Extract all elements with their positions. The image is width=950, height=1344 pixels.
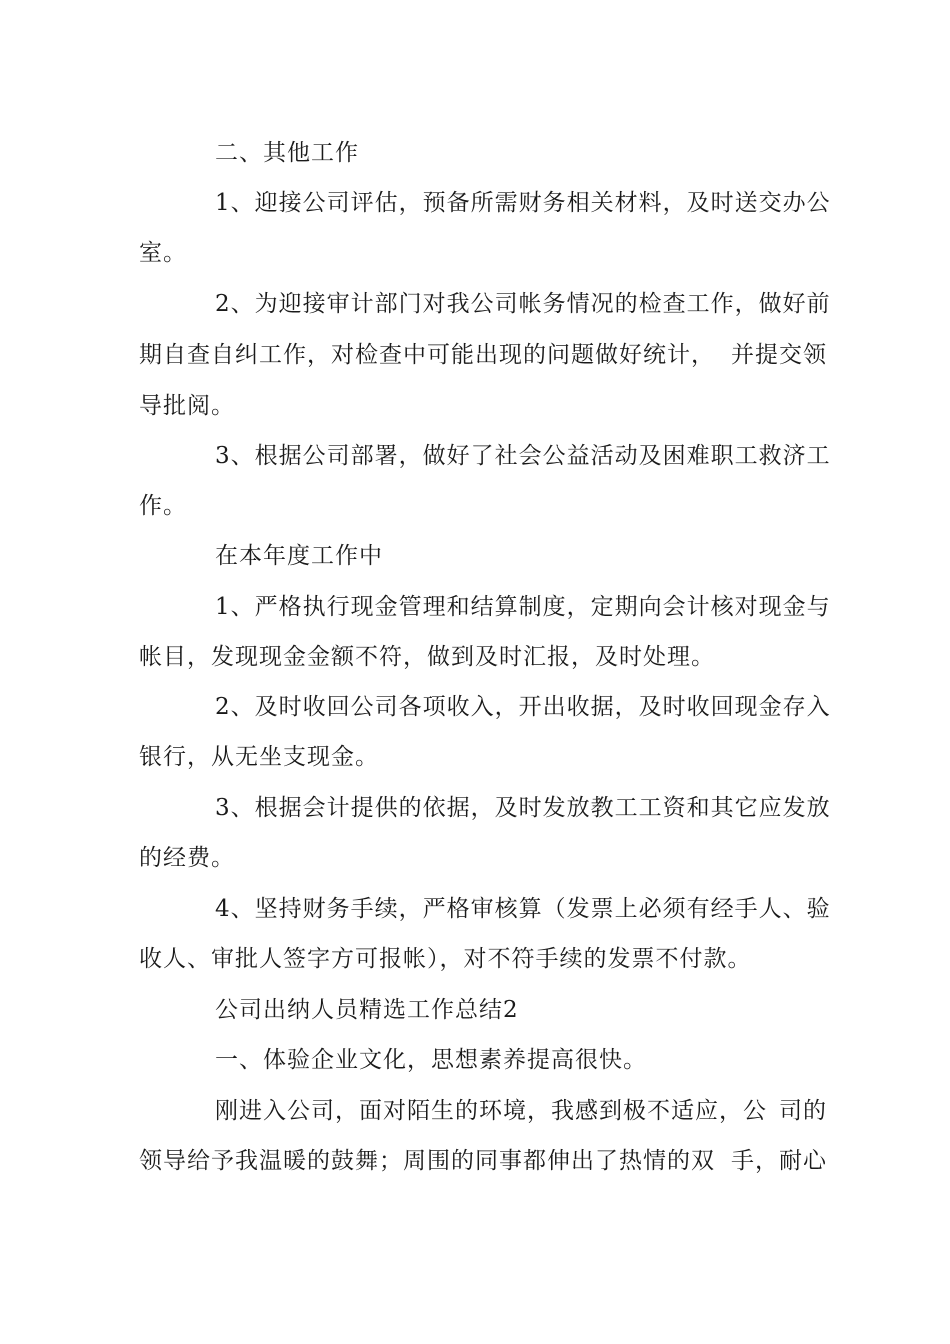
section-heading-this-year: 在本年度工作中 [215,543,383,569]
text-segment: 3、根据会计提供的依据，及时发放教工工资和其它 [215,795,759,821]
text-segment: 应发放 [758,795,831,821]
text-segment: 交办公 [758,190,831,216]
paragraph-line [215,1096,827,1126]
paragraph-line [215,188,831,218]
text-segment: 期自查自纠工作，对检查中可能出现的问题做好统计， [139,342,715,368]
paragraph-line [139,340,827,370]
text-segment: 1、严格执行现金管理和结算制度，定期向会计核对 [215,594,759,620]
paragraph-line [215,793,831,823]
paragraph-line [215,692,831,722]
paragraph-line: 作。 [139,493,187,519]
document-subtitle: 公司出纳人员精选工作总结2 [215,997,519,1023]
text-segment: 刚进入公司，面对陌生的环境，我感到极不适应，公 [215,1098,767,1124]
text-segment: 手，耐心 [731,1148,827,1174]
section-heading-other-work: 二、其他工作 [215,140,359,166]
paragraph-line [215,592,831,622]
paragraph-line: 帐目，发现现金金额不符，做到及时汇报，及时处理。 [139,644,715,670]
text-segment: 救济工 [758,443,831,469]
text-segment: 司的 [779,1098,827,1124]
paragraph-line [215,289,831,319]
paragraph-line: 收人、审批人签字方可报帐），对不符手续的发票不付款。 [139,946,752,972]
text-segment: 并提交领 [731,342,827,368]
paragraph-line: 导批阅。 [139,393,235,419]
text-segment: 2、为迎接审计部门对我公司帐务情况的检查工作， [215,291,759,317]
text-segment: 做好前 [758,291,831,317]
paragraph-line: 室。 [139,240,187,266]
text-segment: 1、迎接公司评估，预备所需财务相关材料，及时送 [215,190,759,216]
text-segment: 领导给予我温暖的鼓舞；周围的同事都伸出了热情的双 [139,1148,715,1174]
text-segment: 金存入 [758,694,831,720]
text-segment: 4、坚持财务手续，严格审核算（发票上必须有经手人、 [215,896,807,922]
paragraph-line [139,1146,827,1176]
paragraph-line [215,894,831,924]
paragraph-line: 的经费。 [139,845,235,871]
text-segment: 2、及时收回公司各项收入，开出收据，及时收回现 [215,694,759,720]
paragraph-line [215,441,831,471]
text-segment: 验 [806,896,831,922]
paragraph-line: 银行，从无坐支现金。 [139,744,379,770]
text-segment: 3、根据公司部署，做好了社会公益活动及困难职工 [215,443,759,469]
text-segment: 现金与 [758,594,831,620]
section-heading-culture: 一、体验企业文化，思想素养提高很快。 [215,1047,647,1073]
